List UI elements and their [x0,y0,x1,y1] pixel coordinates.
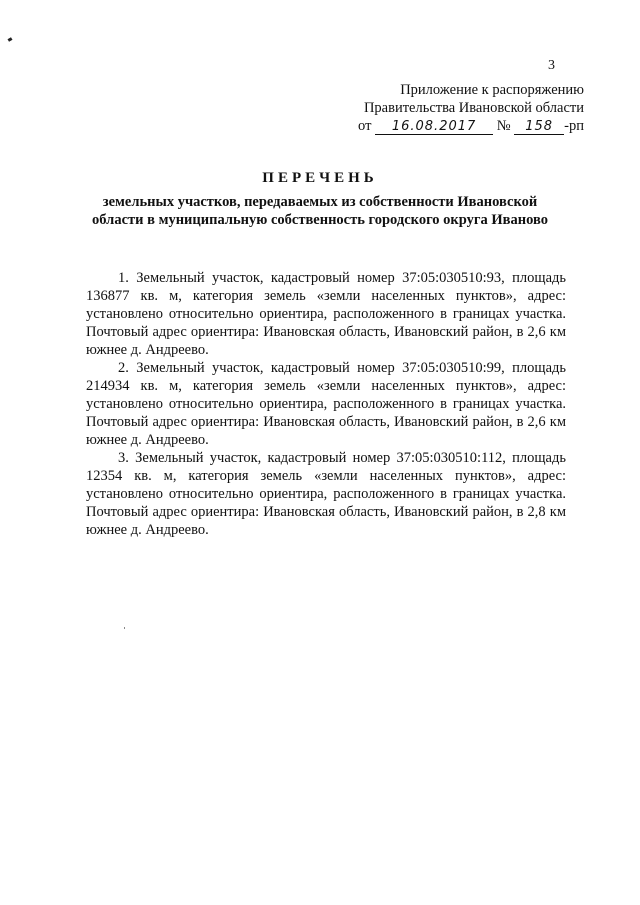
number-label: № [496,118,511,134]
document-title-block [80,170,560,229]
handwritten-date: 16.08.2017 [375,120,493,135]
number-suffix: -рп [564,118,584,134]
appendix-date-number-row [324,117,584,135]
list-item: 2. Земельный участок, кадастровый номер 37:05:030510:99, площадь 214934 кв. м, категория земель «земли населенных пунктов», адрес: установлено относительно ориентира, расположенного в границах участка. Почтовый адрес ориентира: Ивановская область, Ивановский район, в 2,6 км южнее д. Андреево. [86,360,566,448]
land-plot-list [86,269,566,539]
list-item: 1. Земельный участок, кадастровый номер 37:05:030510:93, площадь 136877 кв. м, категория земель «земли населенных пунктов», адрес: установлено относительно ориентира, расположенного в границах участка. Почтовый адрес ориентира: Ивановская область, Ивановский район, в 2,6 км южнее д. Андреево. [86,270,566,358]
scan-mark [8,37,13,42]
scan-speck [124,627,125,629]
page-number: 3 [548,58,555,73]
appendix-line-2: Правительства Ивановской области [363,100,584,116]
handwritten-number: 158 [514,120,564,135]
document-title: ПЕРЕЧЕНЬ [262,170,378,186]
document-subtitle: земельных участков, передаваемых из собственности Ивановской области в муниципальную собственность городского округа Иваново [92,194,548,228]
list-item: 3. Земельный участок, кадастровый номер 37:05:030510:112, площадь 12354 кв. м, категория земель «земли населенных пунктов», адрес: установлено относительно ориентира, расположенного в границах участка. Почтовый адрес ориентира: Ивановская область, Ивановский район, в 2,8 км южнее д. Андреево. [86,450,566,538]
appendix-line-1: Приложение к распоряжению [400,82,584,98]
from-label: от [358,118,372,134]
appendix-header [324,81,584,135]
